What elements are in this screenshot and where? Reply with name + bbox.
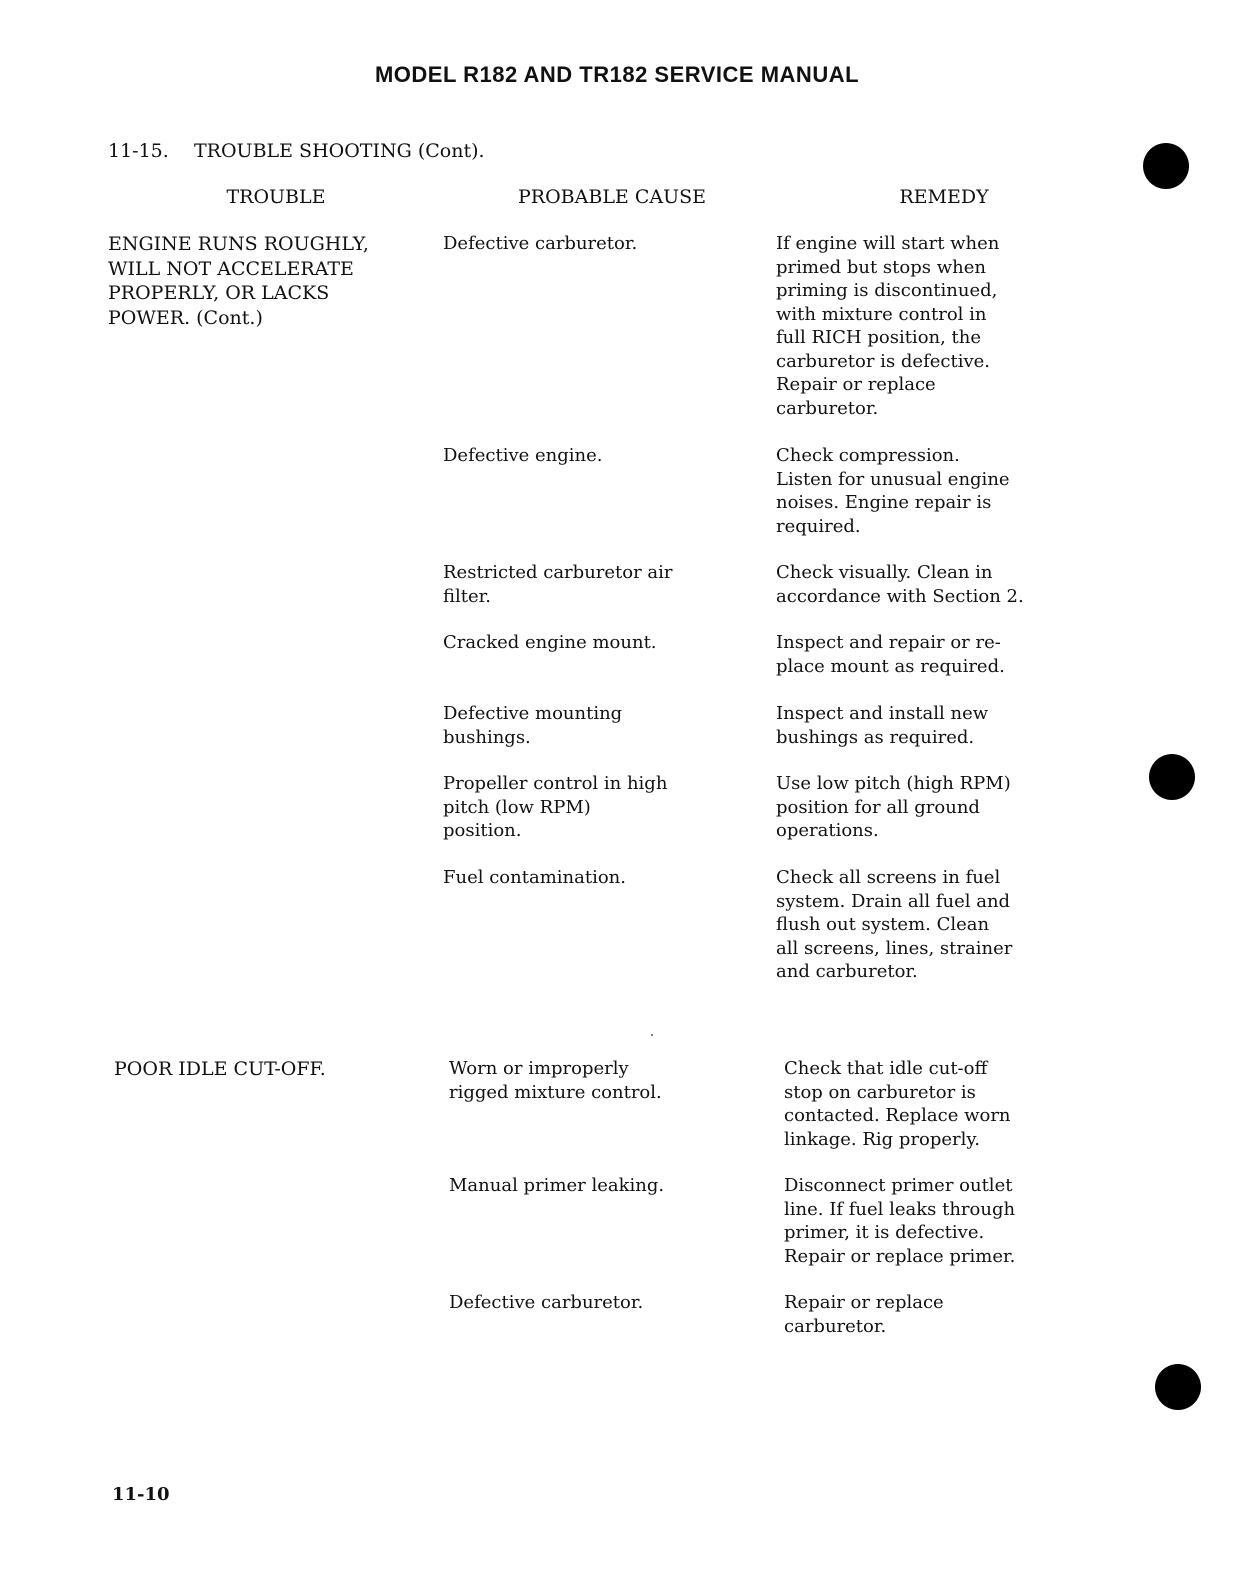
binder-hole-middle xyxy=(1149,754,1195,800)
section-title: TROUBLE SHOOTING (Cont). xyxy=(194,140,485,162)
section-heading xyxy=(108,140,485,162)
remedy-manual-primer-leaking: Disconnect primer outlet line. If fuel leaks through primer, it is defective. Repair or replace primer. xyxy=(784,1175,1016,1267)
cause-defective-carburetor-2: Defective carburetor. xyxy=(449,1292,644,1313)
trouble-poor-idle-cut-off: POOR IDLE CUT-OFF. xyxy=(114,1058,326,1080)
column-header-trouble: TROUBLE xyxy=(226,186,326,208)
cause-propeller-control-high-pitch: Propeller control in high pitch (low RPM) position. xyxy=(443,773,668,841)
cause-fuel-contamination: Fuel contamination. xyxy=(443,867,626,888)
column-header-remedy: REMEDY xyxy=(899,186,989,208)
binder-hole-bottom xyxy=(1155,1364,1201,1410)
page-number: 11-10 xyxy=(112,1484,170,1505)
remedy-defective-carburetor: If engine will start when primed but stops when priming is discontinued, with mixture control in full RICH position, the carburetor is defective. Repair or replace carburetor. xyxy=(776,233,1000,419)
binder-hole-top xyxy=(1143,143,1189,189)
cause-defective-carburetor: Defective carburetor. xyxy=(443,233,638,254)
section-number: 11-15. xyxy=(108,140,169,162)
column-header-probable-cause: PROBABLE CAUSE xyxy=(518,186,706,208)
cause-defective-mounting-bushings: Defective mounting bushings. xyxy=(443,703,623,748)
cause-manual-primer-leaking: Manual primer leaking. xyxy=(449,1175,665,1196)
cause-restricted-air-filter: Restricted carburetor air filter. xyxy=(443,562,673,607)
page-header-title: MODEL R182 AND TR182 SERVICE MANUAL xyxy=(374,62,860,87)
cause-worn-mixture-control: Worn or improperly rigged mixture control. xyxy=(449,1058,662,1103)
cause-cracked-engine-mount: Cracked engine mount. xyxy=(443,632,657,653)
remedy-defective-mounting-bushings: Inspect and install new bushings as required. xyxy=(776,703,989,748)
scan-speck xyxy=(651,1034,653,1036)
remedy-restricted-air-filter: Check visually. Clean in accordance with Section 2. xyxy=(776,562,1024,607)
remedy-defective-carburetor-2: Repair or replace carburetor. xyxy=(784,1292,944,1337)
remedy-defective-engine: Check compression. Listen for unusual engine noises. Engine repair is required. xyxy=(776,445,1010,537)
remedy-fuel-contamination: Check all screens in fuel system. Drain all fuel and flush out system. Clean all screens, lines, strainer and carburetor. xyxy=(776,867,1013,982)
remedy-worn-mixture-control: Check that idle cut-off stop on carburetor is contacted. Replace worn linkage. Rig properly. xyxy=(784,1058,1011,1150)
trouble-engine-runs-roughly: ENGINE RUNS ROUGHLY, WILL NOT ACCELERATE PROPERLY, OR LACKS POWER. (Cont.) xyxy=(108,233,369,329)
remedy-propeller-control-high-pitch: Use low pitch (high RPM) position for all ground operations. xyxy=(776,773,1011,841)
remedy-cracked-engine-mount: Inspect and repair or re- place mount as required. xyxy=(776,632,1005,677)
cause-defective-engine: Defective engine. xyxy=(443,445,603,466)
